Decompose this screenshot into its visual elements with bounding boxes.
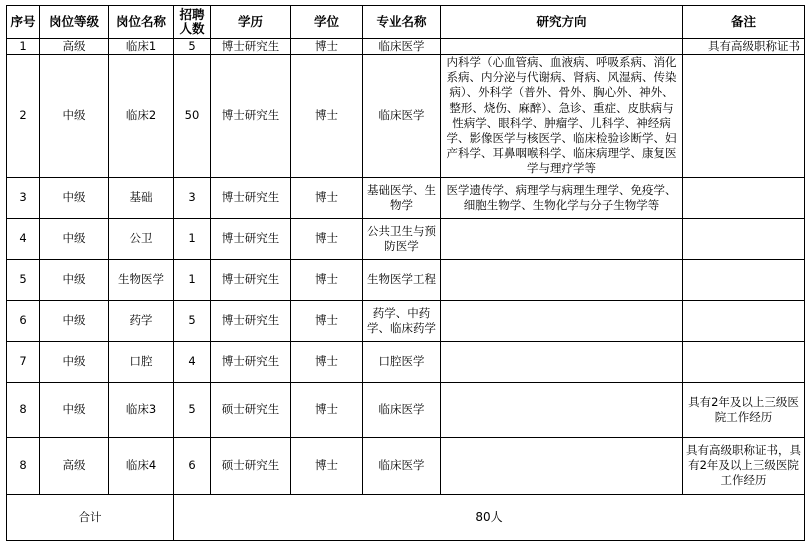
header-note: 备注: [683, 6, 805, 39]
cell-degree: 博士: [291, 341, 363, 382]
header-row: [7, 6, 805, 39]
table-row: [7, 218, 805, 259]
cell-no: 8: [7, 437, 40, 494]
header-degree: 学位: [291, 6, 363, 39]
header-major: 专业名称: [363, 6, 441, 39]
cell-edu: 硕士研究生: [211, 382, 291, 437]
cell-level: 高级: [40, 39, 109, 55]
cell-no: 5: [7, 259, 40, 300]
cell-name: 临床1: [109, 39, 174, 55]
cell-edu: 博士研究生: [211, 300, 291, 341]
cell-direction: [441, 218, 683, 259]
cell-level: 中级: [40, 177, 109, 218]
cell-name: 临床3: [109, 382, 174, 437]
cell-direction: 医学遗传学、病理学与病理生理学、免疫学、细胞生物学、生物化学与分子生物学等: [441, 177, 683, 218]
cell-note: [683, 300, 805, 341]
cell-major: 临床医学: [363, 382, 441, 437]
header-name: 岗位名称: [109, 6, 174, 39]
cell-level: 中级: [40, 55, 109, 178]
cell-degree: 博士: [291, 300, 363, 341]
cell-count: 1: [174, 259, 211, 300]
cell-level: 中级: [40, 259, 109, 300]
cell-major: 口腔医学: [363, 341, 441, 382]
total-row: [7, 494, 805, 540]
cell-major: 临床医学: [363, 437, 441, 494]
cell-note: [683, 55, 805, 178]
cell-no: 3: [7, 177, 40, 218]
cell-edu: 博士研究生: [211, 218, 291, 259]
cell-degree: 博士: [291, 55, 363, 178]
cell-direction: [441, 259, 683, 300]
table-row: [7, 300, 805, 341]
cell-direction: [441, 300, 683, 341]
table-row: [7, 437, 805, 494]
header-edu: 学历: [211, 6, 291, 39]
cell-no: 7: [7, 341, 40, 382]
cell-major: 基础医学、生物学: [363, 177, 441, 218]
cell-count: 5: [174, 382, 211, 437]
cell-level: 中级: [40, 382, 109, 437]
cell-note: [683, 341, 805, 382]
cell-degree: 博士: [291, 39, 363, 55]
cell-count: 3: [174, 177, 211, 218]
cell-major: 公共卫生与预防医学: [363, 218, 441, 259]
cell-name: 临床4: [109, 437, 174, 494]
cell-note: 具有高级职称证书，具有2年及以上三级医院工作经历: [683, 437, 805, 494]
cell-count: 6: [174, 437, 211, 494]
cell-level: 中级: [40, 218, 109, 259]
header-count: 招聘人数: [174, 6, 211, 39]
cell-degree: 博士: [291, 177, 363, 218]
cell-degree: 博士: [291, 218, 363, 259]
total-value: 80人: [174, 494, 805, 540]
table-row: [7, 341, 805, 382]
cell-direction: [441, 341, 683, 382]
cell-edu: 博士研究生: [211, 259, 291, 300]
table-row: [7, 177, 805, 218]
cell-direction: [441, 382, 683, 437]
table-row: [7, 382, 805, 437]
cell-level: 中级: [40, 341, 109, 382]
cell-major: 临床医学: [363, 39, 441, 55]
cell-no: 6: [7, 300, 40, 341]
cell-degree: 博士: [291, 437, 363, 494]
cell-count: 50: [174, 55, 211, 178]
cell-no: 8: [7, 382, 40, 437]
cell-level: 中级: [40, 300, 109, 341]
total-label: 合计: [7, 494, 174, 540]
cell-degree: 博士: [291, 259, 363, 300]
cell-note: 具有高级职称证书: [683, 39, 805, 55]
cell-note: [683, 218, 805, 259]
cell-edu: 博士研究生: [211, 55, 291, 178]
cell-no: 4: [7, 218, 40, 259]
cell-edu: 博士研究生: [211, 341, 291, 382]
cell-note: [683, 259, 805, 300]
cell-edu: 博士研究生: [211, 39, 291, 55]
cell-name: 临床2: [109, 55, 174, 178]
cell-major: 药学、中药学、临床药学: [363, 300, 441, 341]
cell-note: [683, 177, 805, 218]
cell-no: 1: [7, 39, 40, 55]
header-level: 岗位等级: [40, 6, 109, 39]
table-row: [7, 39, 805, 55]
cell-count: 5: [174, 39, 211, 55]
cell-count: 1: [174, 218, 211, 259]
cell-major: 生物医学工程: [363, 259, 441, 300]
cell-count: 4: [174, 341, 211, 382]
recruitment-table: [6, 5, 805, 541]
cell-name: 生物医学: [109, 259, 174, 300]
cell-degree: 博士: [291, 382, 363, 437]
cell-major: 临床医学: [363, 55, 441, 178]
cell-count: 5: [174, 300, 211, 341]
cell-level: 高级: [40, 437, 109, 494]
cell-edu: 硕士研究生: [211, 437, 291, 494]
cell-direction: 内科学（心血管病、血液病、呼吸系病、消化系病、内分泌与代谢病、肾病、风湿病、传染病）、外科学（普外、骨外、胸心外、神外、整形、烧伤、麻醉）、急诊、重症、皮肤病与性病学、眼科学、肿瘤学、儿科学、神经病学、影像医学与核医学、临床检验诊断学、妇产科学、耳鼻咽喉科学、临床病理学、康复医学与理疗学等: [441, 55, 683, 178]
cell-name: 公卫: [109, 218, 174, 259]
cell-direction: [441, 39, 683, 55]
table-row: [7, 55, 805, 178]
cell-note: 具有2年及以上三级医院工作经历: [683, 382, 805, 437]
cell-name: 基础: [109, 177, 174, 218]
cell-name: 药学: [109, 300, 174, 341]
header-direction: 研究方向: [441, 6, 683, 39]
table-row: [7, 259, 805, 300]
header-no: 序号: [7, 6, 40, 39]
cell-no: 2: [7, 55, 40, 178]
cell-direction: [441, 437, 683, 494]
cell-edu: 博士研究生: [211, 177, 291, 218]
cell-name: 口腔: [109, 341, 174, 382]
